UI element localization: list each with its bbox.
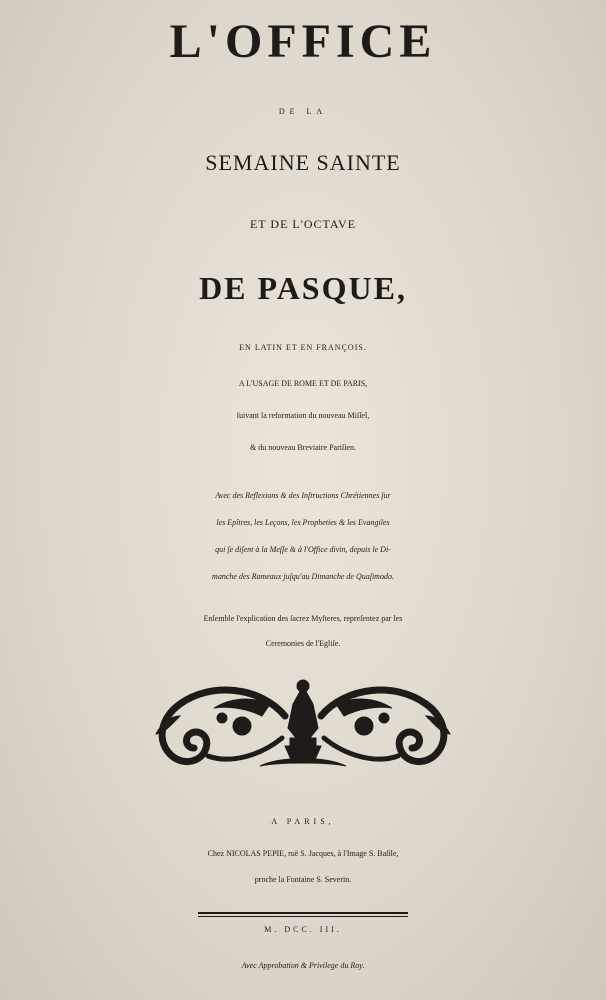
imprint-address: proche la Fontaine S. Severin.: [254, 875, 352, 884]
imprint-year: M. DCC. III.: [264, 925, 342, 934]
ensemble-line-1: Enſemble l'explication des ſacrez Myſteres, repreſentez par les: [203, 614, 403, 623]
title-line-semaine-sainte: SEMAINE SAINTE: [205, 150, 401, 175]
subtitle-language: EN LATIN ET EN FRANÇOIS.: [239, 343, 367, 352]
description-line-4: manche des Rameaux juſqu'au Dimanche de Quaſimodo.: [212, 572, 394, 581]
subtitle-reformation: ſuivant la reformation du nouveau Miſſel,: [236, 411, 370, 420]
title-line-office: L'OFFICE: [169, 15, 437, 68]
imprint-place: A PARIS,: [271, 817, 335, 826]
title-line-octave: ET DE L'OCTAVE: [249, 217, 357, 231]
description-line-1: Avec des Reflexions & des Inſtructions Chrétiennes ſur: [215, 491, 391, 500]
title-line-de-la: DE LA: [278, 107, 328, 116]
description-line-2: les Epîtres, les Leçons, les Propheties & les Evangiles: [216, 518, 390, 527]
subtitle-breviaire: & du nouveau Breviaire Pariſien.: [250, 443, 356, 452]
imprint-approbation: Avec Approbation & Privilege du Roy.: [241, 961, 365, 970]
title-line-pasque: DE PASQUE,: [199, 270, 407, 306]
description-line-3: qui ſe diſent à la Meſſe & à l'Office divin, depuis le Di-: [215, 545, 391, 554]
ensemble-line-2: Ceremonies de l'Egliſe.: [265, 639, 341, 648]
divider-rule: [198, 912, 408, 917]
floral-vignette-icon: [150, 676, 456, 774]
imprint-printer: Chez NICOLAS PEPIE, ruë S. Jacques, à l'Image S. Baſile,: [207, 849, 399, 858]
subtitle-usage: A L'USAGE DE ROME ET DE PARIS,: [238, 379, 368, 388]
